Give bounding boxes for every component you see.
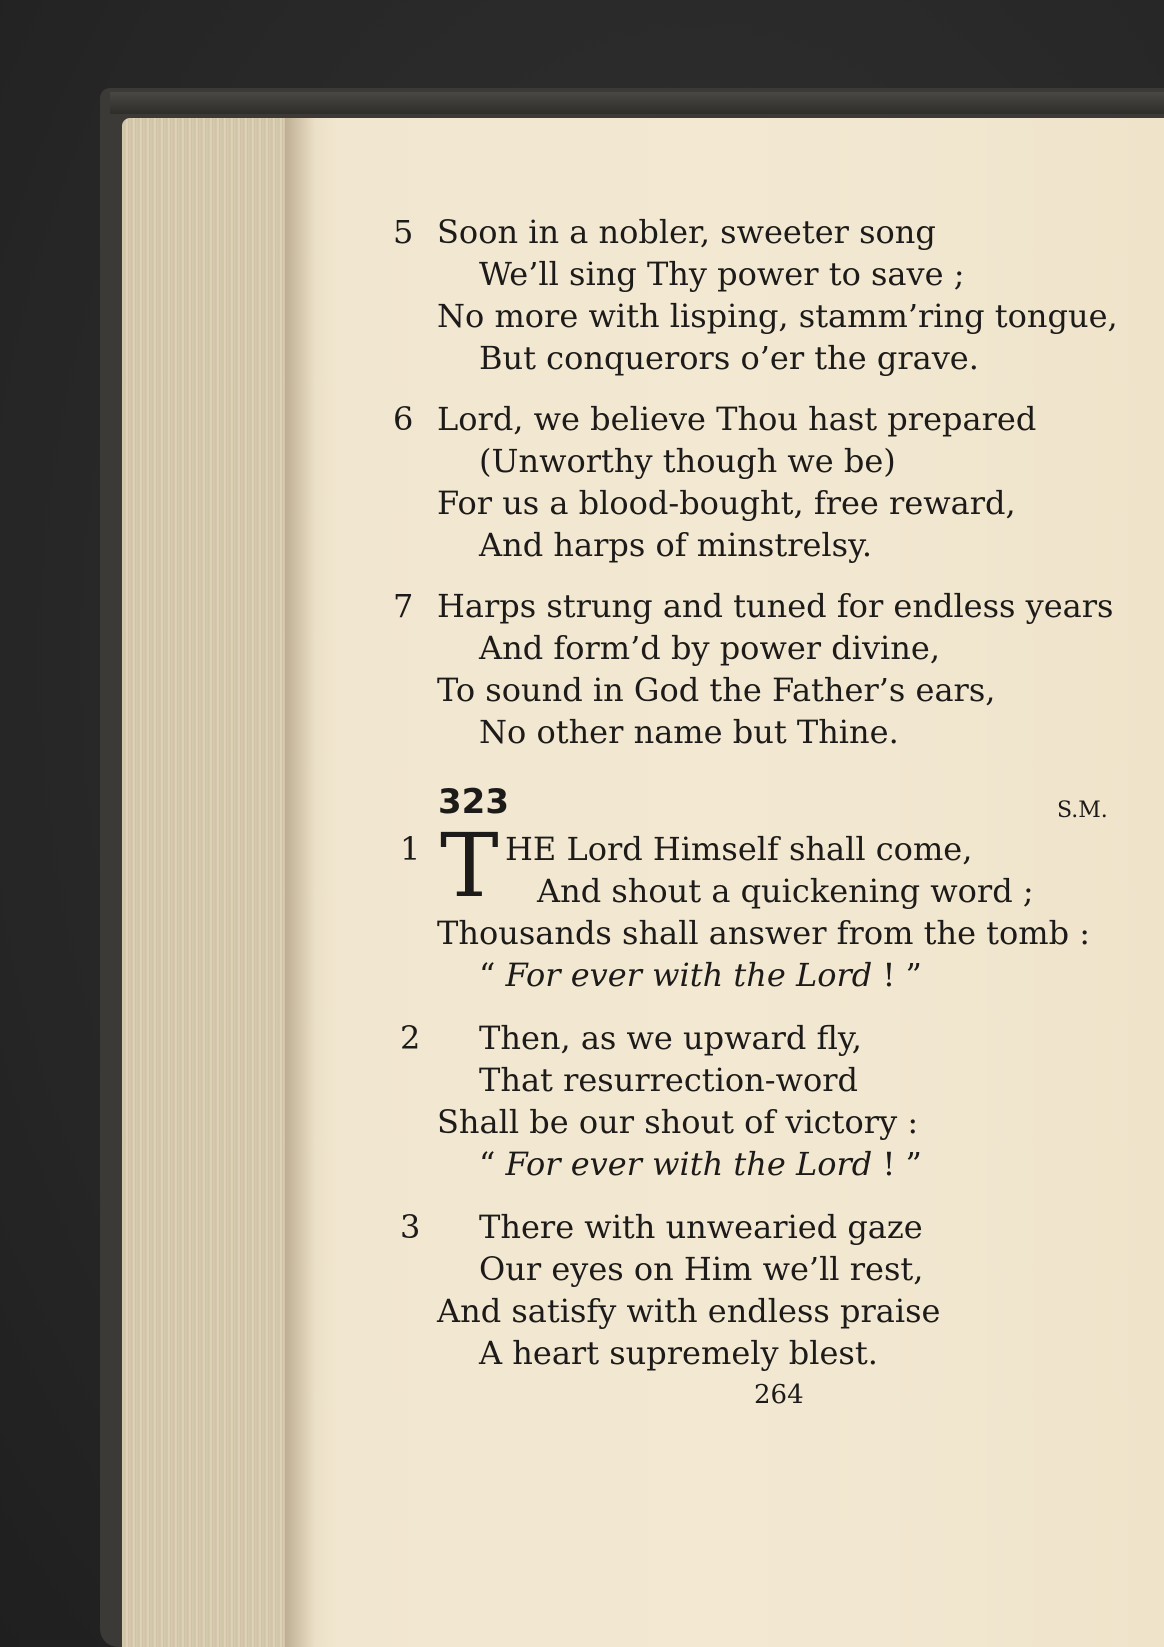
- verse-number: 7: [393, 587, 414, 625]
- hymn-number: 323: [438, 782, 509, 822]
- refrain-text: For ever with the Lord: [505, 1145, 873, 1183]
- verse-line: Shall be our shout of victory :: [437, 1103, 919, 1141]
- verse-number: 1: [400, 830, 421, 868]
- verse-line: And harps of minstrelsy.: [479, 526, 873, 564]
- verse-line: Soon in a nobler, sweeter song: [437, 213, 936, 251]
- verse-line: For us a blood-bought, free reward,: [437, 484, 1016, 522]
- verse-line: No more with lisping, stamm’ring tongue,: [437, 297, 1118, 335]
- refrain-text: For ever with the Lord: [505, 956, 873, 994]
- verse-line: And shout a quickening word ;: [537, 872, 1034, 910]
- verse-number: 5: [393, 213, 414, 251]
- verse-line: That resurrection-word: [479, 1061, 858, 1099]
- verse-line: And form’d by power divine,: [479, 629, 940, 667]
- verse-refrain: [479, 1145, 922, 1183]
- verse-line: HE Lord Himself shall come,: [505, 830, 973, 868]
- verse-line: There with unwearied gaze: [479, 1208, 923, 1246]
- verse-refrain: [479, 956, 922, 994]
- drop-cap: T: [440, 814, 499, 917]
- verse-line: Lord, we believe Thou hast prepared: [437, 400, 1037, 438]
- verse-line: And satisfy with endless praise: [437, 1292, 941, 1330]
- refrain-close-quote: ! ”: [872, 956, 922, 994]
- refrain-close-quote: ! ”: [872, 1145, 922, 1183]
- verse-line: Thousands shall answer from the tomb :: [437, 914, 1091, 952]
- verse-line: No other name but Thine.: [479, 713, 899, 751]
- verse-line: Our eyes on Him we’ll rest,: [479, 1250, 924, 1288]
- verse-line: We’ll sing Thy power to save ;: [479, 255, 965, 293]
- refrain-open-quote: “: [479, 956, 496, 994]
- verse-line: A heart supremely blest.: [479, 1334, 878, 1372]
- page-number: 264: [754, 1380, 804, 1410]
- verse-line: But conquerors o’er the grave.: [479, 339, 979, 377]
- verse-number: 6: [393, 400, 414, 438]
- hymn-meter: S.M.: [1057, 798, 1108, 823]
- verse-number: 3: [400, 1208, 421, 1246]
- verse-line: (Unworthy though we be): [479, 442, 896, 480]
- verse-line: Then, as we upward fly,: [479, 1019, 862, 1057]
- verse-line: Harps strung and tuned for endless years: [437, 587, 1114, 625]
- verse-number: 2: [400, 1019, 421, 1057]
- verse-line: To sound in God the Father’s ears,: [437, 671, 996, 709]
- refrain-open-quote: “: [479, 1145, 496, 1183]
